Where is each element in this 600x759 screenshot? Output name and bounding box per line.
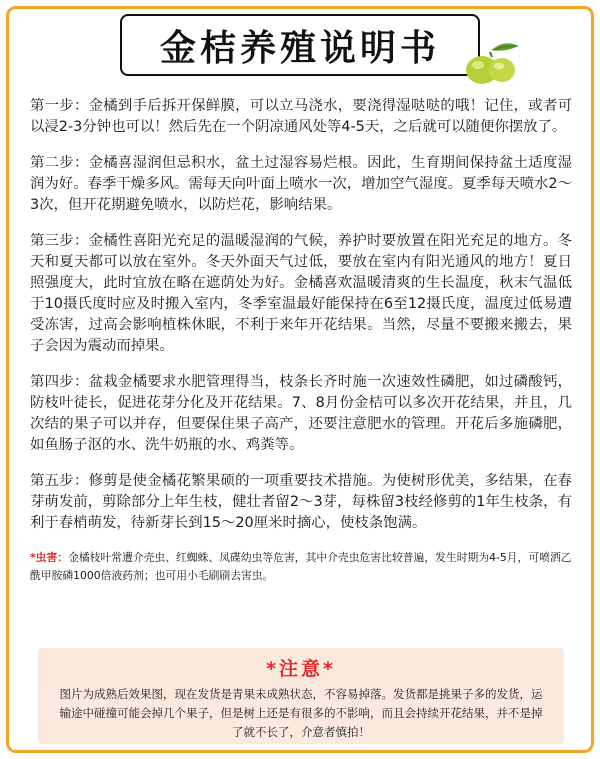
care-instructions <box>30 96 572 585</box>
step-2: 第二步：金橘喜湿润但忌积水，盆土过湿容易烂根。因此，生育期间保持盆土适度湿润为好。春季干燥多风。需每天向叶面上喷水一次，增加空气湿度。夏季每天喷水2～3次，但开花期避免喷水，以防烂花，影响结果。 <box>30 155 572 213</box>
step-3: 第三步：金橘性喜阳光充足的温暖湿润的气候，养护时要放置在阳光充足的地方。冬天和夏天都可以放在室外。冬天外面天气过低，要放在室内有阳光通风的地方！夏日照强度大，此时宜放在略在遮荫处为好。金橘喜欢温暖清爽的生长温度，秋末气温低于10摄氏度时应及时搬入室内，冬季室温最好能保持在6至12摄氏度，温度过低易遭受冻害，过高会影响植株休眠，不利于来年开花结果。当然，尽量不要搬来搬去，果子会因为震动而掉果。 <box>30 233 572 354</box>
step-5: 第五步：修剪是使金橘花繁果硕的一项重要技术措施。为使树形优美，多结果，在春芽萌发前，剪除部分上年生枝，健壮者留2～3芽，每株留3枝经修剪的1年生枝条，有利于春梢萌发，待新芽长到15～20厘米时摘心，使枝条饱满。 <box>30 473 572 531</box>
title-box <box>120 14 480 76</box>
pest-label: *虫害： <box>30 551 69 564</box>
notice-box <box>38 648 564 744</box>
step-4: 第四步：盆栽金橘要求水肥管理得当，枝条长齐时施一次速效性磷肥，如过磷酸钙，防枝叶徒长，促进花芽分化及开花结果。7、8月份金桔可以多次开花结果，并且，几次结的果子可以并存，但要保住果子高产，还要注意肥水的管理。开花后多施磷肥，如鱼肠子沤的水、洗牛奶瓶的水、鸡粪等。 <box>30 374 572 453</box>
notice-text: 图片为成熟后效果图，现在发货是青果未成熟状态，不容易掉落。发货都是挑果子多的发货，运输途中碰撞可能会掉几个果子，但是树上还是有很多的不影响，而且会持续开花结果，并不是掉了就不长了，介意者慎拍！ <box>59 687 543 739</box>
pest-note <box>30 549 572 585</box>
page-title: 金桔养殖说明书 <box>159 27 440 69</box>
notice-title: *注意* <box>266 658 336 680</box>
pest-text: 金橘枝叶常遭介壳虫、红蜘蛛、凤碟幼虫等危害，其中介壳虫危害比较普遍，发生时期为4-5月，可喷洒乙酰甲胺磷1000倍液药剂；也可用小毛刷刷去害虫。 <box>30 551 572 582</box>
step-1: 第一步：金橘到手后拆开保鲜膜，可以立马浇水，要浇得湿哒哒的哦！记住，或者可以浸2-3分钟也可以！然后先在一个阴凉通风处等4-5天，之后就可以随便你摆放了。 <box>30 98 572 135</box>
kumquat-fruit-icon <box>462 40 520 88</box>
